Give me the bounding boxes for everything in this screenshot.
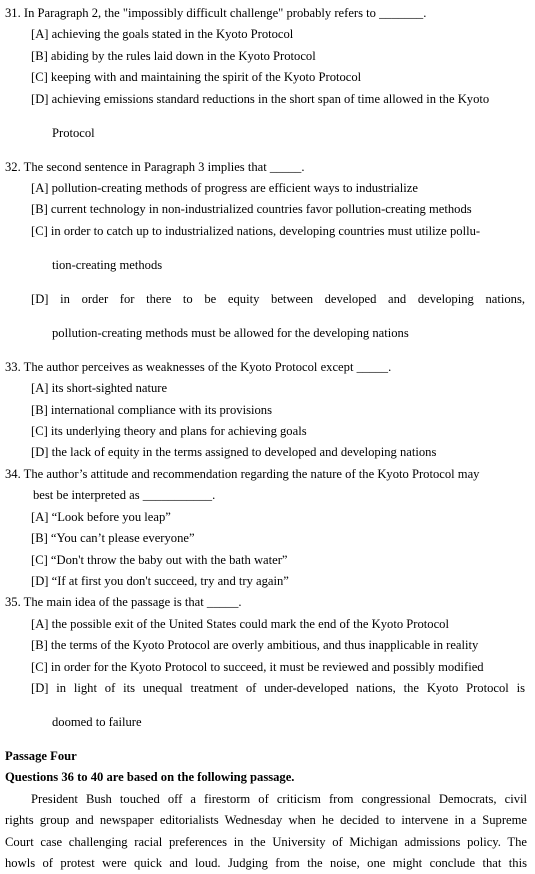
question-34-stem-line-1: 34. The author’s attitude and recommendation regarding the nature of the Kyoto Protocol may xyxy=(5,466,480,481)
question-34-option-c: [C] “Don't throw the baby out with the bath water” xyxy=(31,552,288,567)
question-33-stem: 33. The author perceives as weaknesses of the Kyoto Protocol except _____. xyxy=(5,359,392,374)
exam-page xyxy=(5,3,527,874)
question-32-option-c-line-1: [C] in order to catch up to industrialized nations, developing countries must utilize pollu- xyxy=(31,223,481,238)
question-31-option-d-line-1: [D] achieving emissions standard reductions in the short span of time allowed in the Kyoto xyxy=(31,91,490,106)
question-33-option-b: [B] international compliance with its provisions xyxy=(31,402,272,417)
question-34-option-b: [B] “You can’t please everyone” xyxy=(31,531,195,546)
passage-four-title: Passage Four xyxy=(5,748,77,763)
question-32-option-d-line-1: [D] in order for there to be equity between developed and developing nations, xyxy=(31,291,525,306)
question-33-option-a: [A] its short-sighted nature xyxy=(31,381,168,396)
passage-line-2: rights group and newspaper editorialists Wednesday when he decided to intervene in a Supreme xyxy=(5,813,527,828)
question-32-option-d-line-2: pollution-creating methods must be allowed for the developing nations xyxy=(52,325,409,340)
question-31-stem: 31. In Paragraph 2, the "impossibly difficult challenge" probably refers to _______. xyxy=(5,6,427,20)
question-33-option-c: [C] its underlying theory and plans for achieving goals xyxy=(31,424,307,439)
question-31-option-a: [A] achieving the goals stated in the Kyoto Protocol xyxy=(31,27,294,42)
question-35-option-a: [A] the possible exit of the United States could mark the end of the Kyoto Protocol xyxy=(31,616,449,631)
passage-line-3: Court case challenging racial preferences in the University of Michigan admissions policy. The xyxy=(5,834,527,849)
question-32-option-b: [B] current technology in non-industrialized countries favor pollution-creating methods xyxy=(31,202,472,217)
question-35-option-d-line-1: [D] in light of its unequal treatment of under-developed nations, the Kyoto Protocol is xyxy=(31,680,525,695)
passage-line-4: howls of protest were quick and loud. Judging from the noise, one might conclude that this xyxy=(5,855,527,870)
question-31-option-c: [C] keeping with and maintaining the spirit of the Kyoto Protocol xyxy=(31,70,362,85)
passage-line-1: President Bush touched off a firestorm of criticism from congressional Democrats, civil xyxy=(31,791,527,806)
question-32-option-c-line-2: tion-creating methods xyxy=(52,257,163,272)
question-31-option-d-line-2: Protocol xyxy=(52,125,95,140)
question-35-stem: 35. The main idea of the passage is that _____. xyxy=(5,595,242,610)
question-32-option-a: [A] pollution-creating methods of progress are efficient ways to industrialize xyxy=(31,181,418,196)
question-33-option-d: [D] the lack of equity in the terms assigned to developed and developing nations xyxy=(31,445,437,460)
question-32-stem: 32. The second sentence in Paragraph 3 implies that _____. xyxy=(5,159,305,174)
passage-four-subtitle: Questions 36 to 40 are based on the following passage. xyxy=(5,770,295,785)
question-34-option-d: [D] “If at first you don't succeed, try and try again” xyxy=(31,573,289,588)
question-34-option-a: [A] “Look before you leap” xyxy=(31,509,171,524)
question-35-option-c: [C] in order for the Kyoto Protocol to succeed, it must be reviewed and possibly modified xyxy=(31,659,484,674)
question-34-stem-line-2: best be interpreted as ___________. xyxy=(33,488,216,503)
question-31-option-b: [B] abiding by the rules laid down in the Kyoto Protocol xyxy=(31,48,316,63)
question-35-option-b: [B] the terms of the Kyoto Protocol are overly ambitious, and thus inapplicable in reality xyxy=(31,638,479,653)
question-35-option-d-line-2: doomed to failure xyxy=(52,714,142,729)
